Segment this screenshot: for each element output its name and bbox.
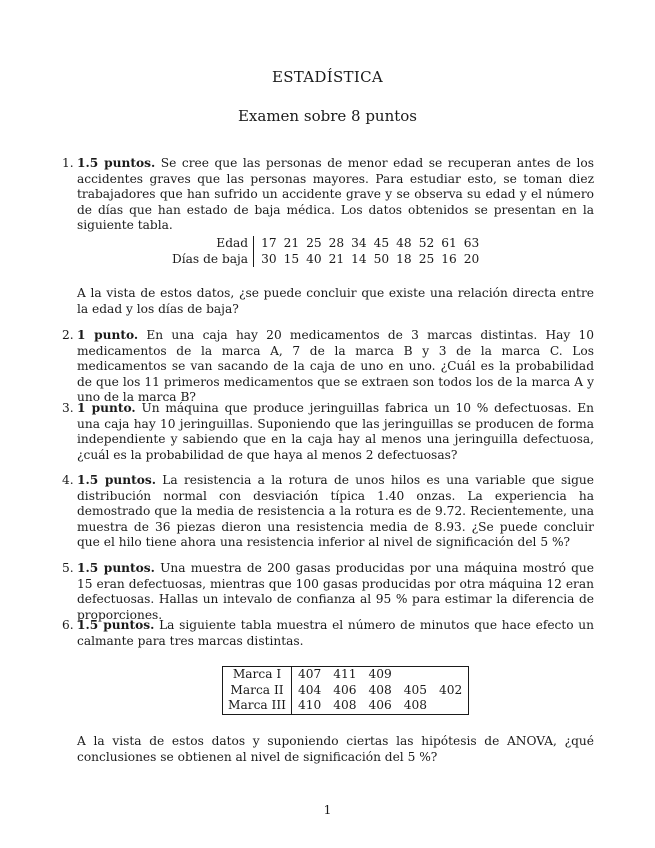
age-days-table [168, 236, 483, 267]
table-cell: 404 [297, 682, 322, 697]
table-cell: 17 [261, 236, 277, 250]
question-text: Una muestra de 200 gasas producidas por una máquina mostró que 15 eran defectuosas, mientras que 100 gasas producidas por otra máquina 12 eran defectuosas. Hallas un intevalo de confianza al 95 % para estimar la diferencia de proporciones. [77, 561, 594, 622]
page-number: 1 [323, 803, 332, 817]
calmante-table [222, 666, 469, 715]
question-followup: A la vista de estos datos y suponiendo ciertas las hipótesis de ANOVA, ¿qué conclusiones se obtienen al nivel de significación del 5 %? [77, 734, 594, 764]
question-number: 6. [62, 618, 74, 632]
question-text: Un máquina que produce jeringuillas fabrica un 10 % defectuosas. En una caja hay 10 jeringuillas. Suponiendo que las jeringuillas se producen de forma independiente y sabiendo que en la caja hay al menos una jeringuilla defectuosa, ¿cuál es la probabilidad de que haya al menos 2 defectuosas? [77, 401, 594, 462]
question-points: 1.5 puntos. [77, 618, 155, 632]
table-cell: 406 [368, 698, 392, 712]
question-text: La siguiente tabla muestra el número de minutos que hace efecto un calmante para tres marcas distintas. [77, 618, 595, 648]
question-text: Se cree que las personas de menor edad se recuperan antes de los accidentes graves que las personas mayores. Para estudiar esto, se toman diez trabajadores que han sufrido un accidente grave y se observa su edad y el número de días que han estado de baja médica. Los datos obtenidos se presentan en la siguiente tabla. [77, 156, 594, 233]
row-label: Días de baja [168, 252, 254, 268]
question-number: 5. [62, 561, 74, 575]
table-cell: 410 [297, 698, 322, 712]
table-cell: 405 [403, 682, 428, 697]
question-points: 1 punto. [77, 328, 139, 342]
table-row [168, 252, 483, 268]
table-cell: 28 [328, 236, 345, 250]
table-cell: 25 [418, 251, 435, 266]
question-1 [62, 156, 594, 234]
table-row [168, 236, 483, 252]
table-cell: 63 [463, 236, 480, 250]
question-2 [62, 328, 594, 406]
table-row [223, 667, 469, 683]
table-row [223, 683, 469, 699]
table-cell: 52 [418, 236, 435, 250]
table-cell: 20 [463, 251, 480, 266]
table-cell: 408 [403, 698, 428, 712]
question-followup: A la vista de estos datos, ¿se puede concluir que existe una relación directa entre la edad y los días de baja? [77, 286, 594, 316]
question-points: 1.5 puntos. [77, 156, 156, 170]
table-cell: 408 [333, 698, 357, 712]
question-5 [62, 561, 594, 623]
table-cell [398, 667, 433, 683]
table-cell: 45 [373, 236, 390, 250]
question-3 [62, 401, 594, 463]
table-row [223, 698, 469, 714]
question-number: 4. [62, 473, 74, 487]
table-cell [433, 667, 469, 683]
table-cell: 16 [441, 251, 457, 266]
question-number: 1. [62, 156, 74, 170]
table-cell: 15 [283, 251, 300, 266]
table-cell: 30 [261, 251, 277, 266]
table-cell: 25 [306, 236, 322, 250]
table-cell: 407 [297, 667, 322, 681]
table-cell: 406 [333, 682, 357, 697]
table-cell [433, 698, 469, 714]
question-number: 3. [62, 401, 74, 415]
table-cell: 409 [368, 667, 392, 681]
row-label: Marca I [223, 667, 292, 683]
table-cell: 402 [439, 682, 463, 697]
row-label: Edad [168, 236, 254, 252]
table-cell: 14 [351, 251, 367, 266]
question-1-followup [62, 286, 594, 317]
table-cell: 50 [373, 251, 390, 266]
table-cell: 40 [306, 251, 322, 266]
table-cell: 48 [396, 236, 412, 250]
table-cell: 21 [328, 251, 345, 266]
question-text: En una caja hay 20 medicamentos de 3 marcas distintas. Hay 10 medicamentos de la marca A, 7 de la marca B y 3 de la marca C. Los medicamentos se van sacando de la caja de uno en uno. ¿Cuál es la probabilidad de que los 11 primeros medicamentos que se extraen son todos los de la marca A y uno de la marca B? [77, 328, 594, 405]
question-points: 1.5 puntos. [77, 473, 156, 487]
question-6 [62, 618, 594, 649]
table-cell: 408 [368, 682, 392, 697]
table-cell: 61 [441, 236, 457, 250]
table-cell: 21 [283, 236, 300, 250]
table-cell: 18 [396, 251, 412, 266]
row-label: Marca II [223, 683, 292, 699]
question-4 [62, 473, 594, 551]
page-subtitle: Examen sobre 8 puntos [237, 107, 418, 125]
question-text: La resistencia a la rotura de unos hilos es una variable que sigue distribución normal con desviación típica 1.40 onzas. La experiencia ha demostrado que la media de resistencia a la rotura es de 9.72. Recientemente, una muestra de 36 piezas dieron una resistencia media de 8.93. ¿Se puede concluir que el hilo tiene ahora una resistencia inferior al nivel de significación del 5 %? [77, 473, 594, 550]
question-6-followup [62, 734, 594, 765]
table-cell: 411 [333, 667, 357, 681]
question-points: 1 punto. [77, 401, 136, 415]
question-number: 2. [62, 328, 74, 342]
page-title: ESTADÍSTICA [271, 68, 383, 86]
table-cell: 34 [351, 236, 367, 250]
row-label: Marca III [223, 698, 292, 714]
question-points: 1.5 puntos. [77, 561, 155, 575]
